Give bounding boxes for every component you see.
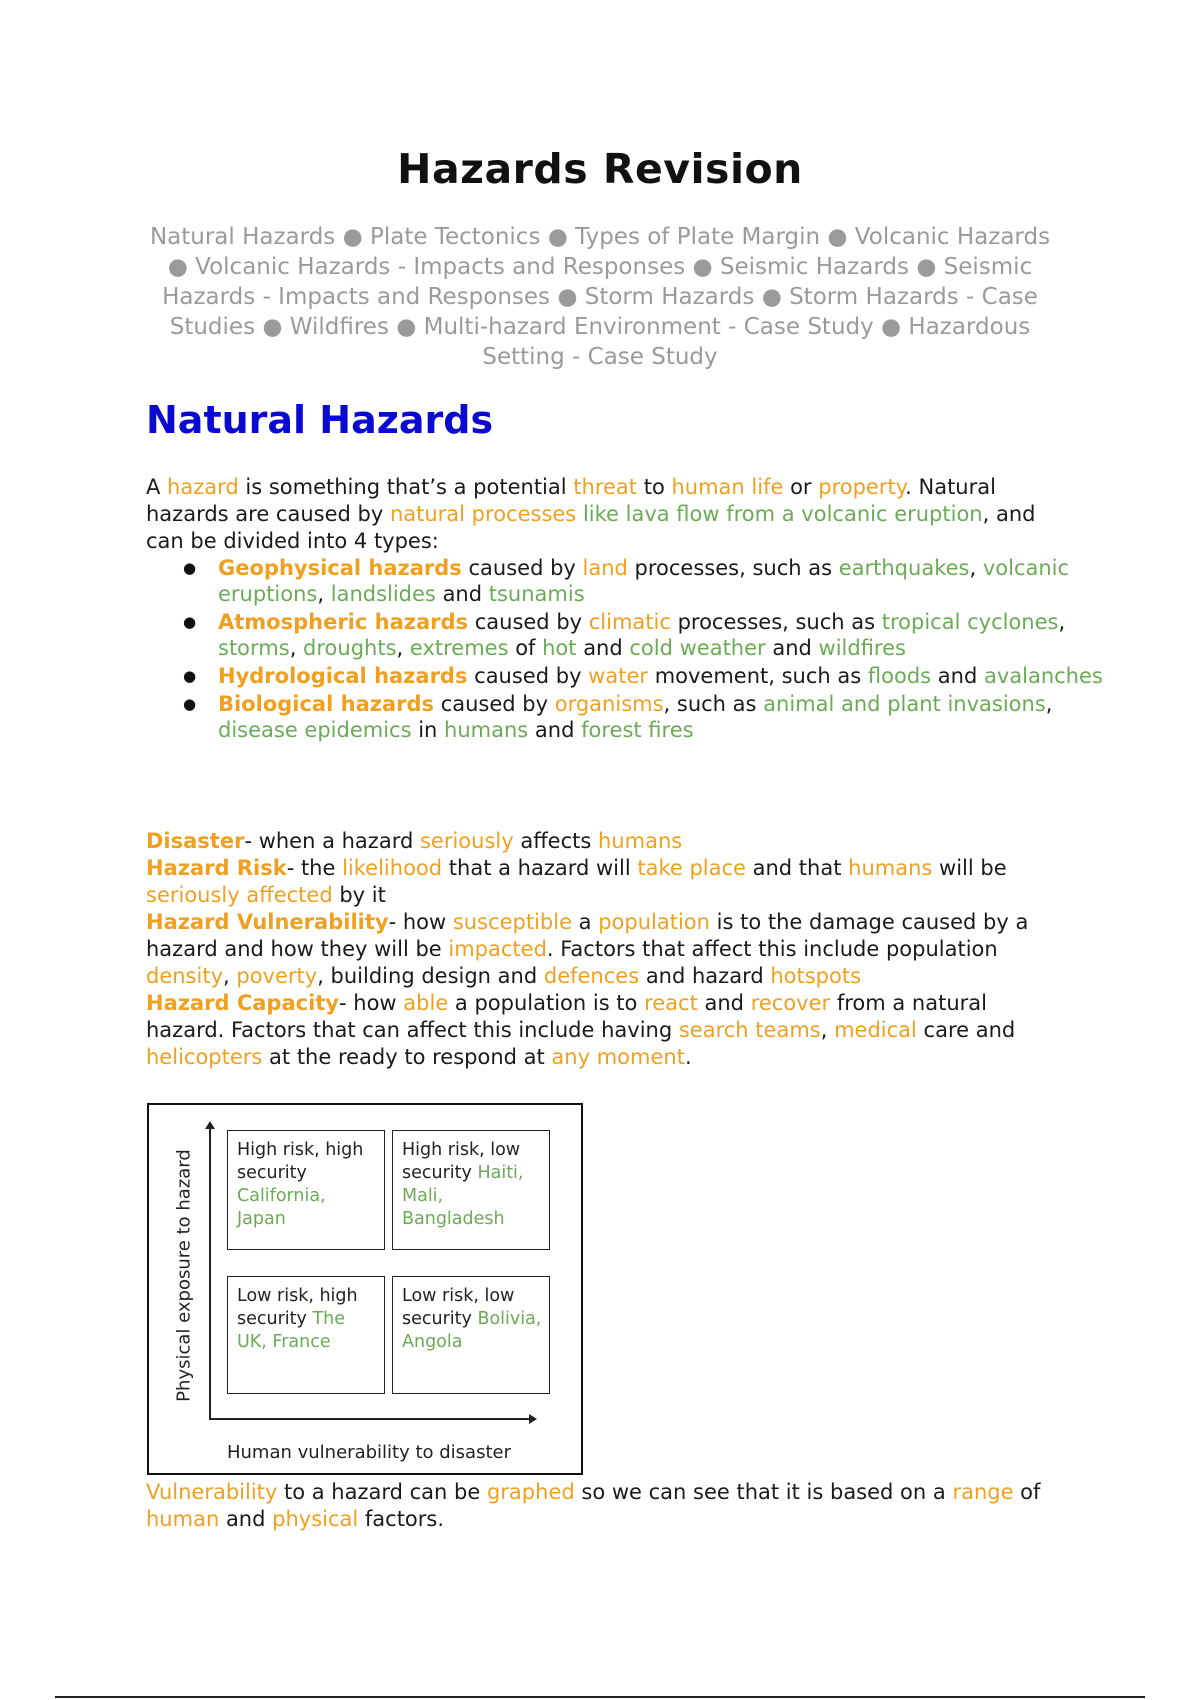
graph-x-axis-label: Human vulnerability to disaster [226,1442,511,1463]
definition-disaster: Disaster- when a hazard seriously affects humans [146,829,683,853]
graph-x-axis [209,1418,529,1420]
quadrant-high-risk-high-security: High risk, high security California, Japan [227,1130,385,1250]
vulnerability-graph [147,1103,583,1475]
intro-paragraph: A hazard is something that’s a potential threat to human life or property. Natural hazards are caused by natural processes like lava flow from a volcanic eruption, and can be divided into 4 types: [146,475,1036,553]
list-item-hydrological: ● Hydrological hazards caused by water movement, such as floods and avalanches [218,663,1138,689]
footer-divider [55,1696,1145,1698]
section-heading: Natural Hazards [146,398,494,442]
definitions-block [146,828,1066,1071]
definition-hazard-risk: Hazard Risk- the likelihood that a hazard will take place and that humans will be seriously affected by it [146,856,1007,907]
quadrant-high-risk-low-security: High risk, low security Haiti, Mali, Bangladesh [392,1130,550,1250]
graph-y-axis-label: Physical exposure to hazard [173,1149,195,1402]
table-of-contents: Natural Hazards ● Plate Tectonics ● Types of Plate Margin ● Volcanic Hazards ● Volcanic Hazards - Impacts and Responses ● Seismic Hazards ● Seismic Hazards - Impacts and Responses ● Storm Hazards ● Storm Hazards - Case Studies ● Wildfires ● Multi-hazard Environment - Case Study ● Hazardous Setting - Case Study [149,224,1051,370]
list-item-biological: ● Biological hazards caused by organisms, such as animal and plant invasions, disease epidemics in humans and forest fires [218,691,1138,743]
document-title: Hazards Revision [397,145,803,193]
x-axis-arrow-icon [529,1414,537,1424]
hazard-types-list [146,555,1138,745]
definition-hazard-capacity: Hazard Capacity- how able a population is to react and recover from a natural hazard. Factors that can affect this include having search teams, medical care and helicopters at the ready to respond at any moment. [146,991,1016,1069]
list-item-atmospheric: ● Atmospheric hazards caused by climatic processes, such as tropical cyclones, storms, droughts, extremes of hot and cold weather and wildfires [218,609,1138,661]
definition-hazard-vulnerability: Hazard Vulnerability- how susceptible a population is to the damage caused by a hazard and how they will be impacted. Factors that affect this include population density, poverty, building design and defences and hazard hotspots [146,910,1029,988]
y-axis-arrow-icon [205,1121,215,1129]
graph-y-axis [209,1127,211,1419]
quadrant-low-risk-high-security: Low risk, high security The UK, France [227,1276,385,1394]
quadrant-low-risk-low-security: Low risk, low security Bolivia, Angola [392,1276,550,1394]
graph-caption: Vulnerability to a hazard can be graphed so we can see that it is based on a range of human and physical factors. [146,1480,1041,1531]
list-item-geophysical: ● Geophysical hazards caused by land processes, such as earthquakes, volcanic eruptions, landslides and tsunamis [218,555,1138,607]
